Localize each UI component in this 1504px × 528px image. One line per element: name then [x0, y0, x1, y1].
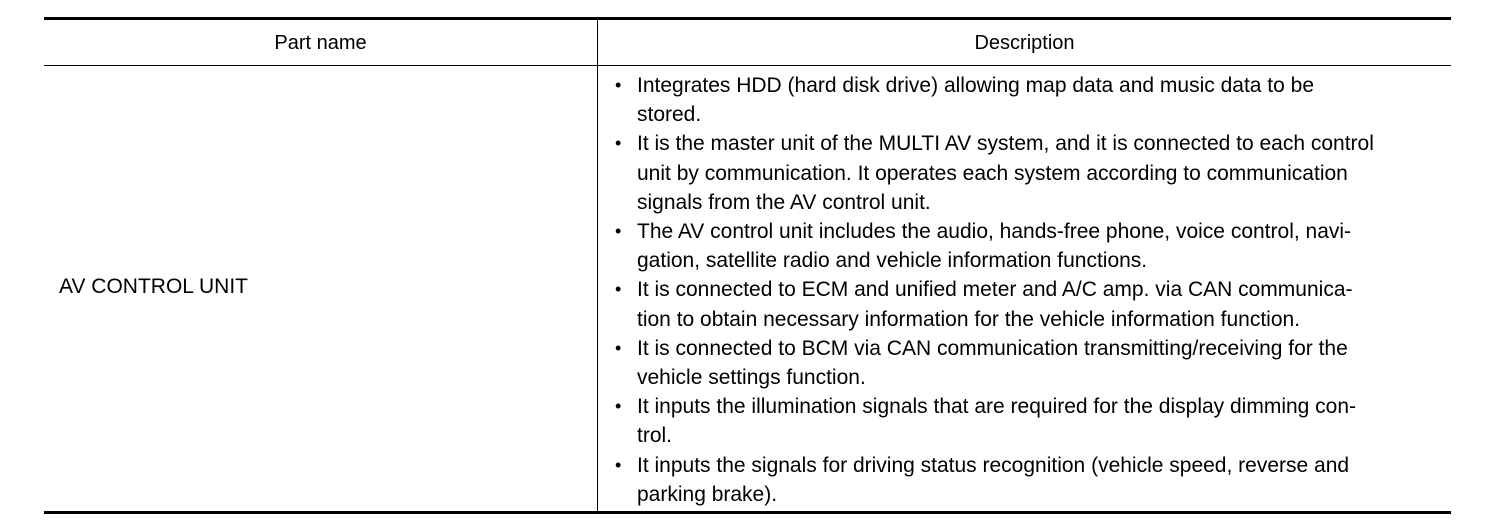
bullet-icon: • — [615, 75, 622, 95]
description-line: trol. — [637, 424, 673, 448]
description-line: vehicle settings function. — [637, 366, 866, 390]
column-divider — [597, 20, 598, 511]
bullet-icon: • — [615, 133, 622, 154]
description-line: signals from the AV control unit. — [637, 190, 931, 214]
description-line: parking brake). — [637, 482, 778, 506]
description-item — [612, 275, 1442, 333]
description-item — [612, 71, 1442, 129]
description-item — [612, 451, 1442, 509]
description-item — [612, 334, 1442, 392]
description-line: It is the master unit of the MULTI AV system, and it is connected to each control — [637, 132, 1374, 156]
part-name-cell: AV CONTROL UNIT — [59, 275, 249, 298]
description-item — [612, 217, 1442, 275]
description-line: It inputs the signals for driving status recognition (vehicle speed, reverse and — [637, 453, 1350, 477]
description-line: It is connected to ECM and unified meter and A/C amp. via CAN communica- — [637, 278, 1353, 302]
description-line: It inputs the illumination signals that are required for the display dimming con- — [637, 395, 1357, 419]
header-description: Description — [974, 32, 1075, 54]
bullet-icon: • — [615, 396, 622, 417]
bullet-icon: • — [615, 221, 622, 242]
description-line: unit by communication. It operates each system according to communication — [637, 161, 1348, 185]
description-line: The AV control unit includes the audio, hands-free phone, voice control, navi- — [637, 220, 1352, 244]
description-line: Integrates HDD (hard disk drive) allowing map data and music data to be — [637, 74, 1315, 97]
description-line: tion to obtain necessary information for the vehicle information function. — [637, 307, 1301, 331]
description-item — [612, 129, 1442, 217]
description-list — [612, 71, 1442, 509]
header-divider — [44, 65, 1451, 66]
header-part-name: Part name — [274, 32, 367, 54]
description-item — [612, 392, 1442, 450]
bullet-icon: • — [615, 454, 622, 475]
description-line: It is connected to BCM via CAN communication transmitting/receiving for the — [637, 336, 1348, 360]
description-line: stored. — [637, 103, 702, 127]
bullet-icon: • — [615, 279, 622, 300]
description-line: gation, satellite radio and vehicle information functions. — [637, 249, 1148, 273]
parts-table — [44, 17, 1451, 514]
bullet-icon: • — [615, 337, 622, 358]
